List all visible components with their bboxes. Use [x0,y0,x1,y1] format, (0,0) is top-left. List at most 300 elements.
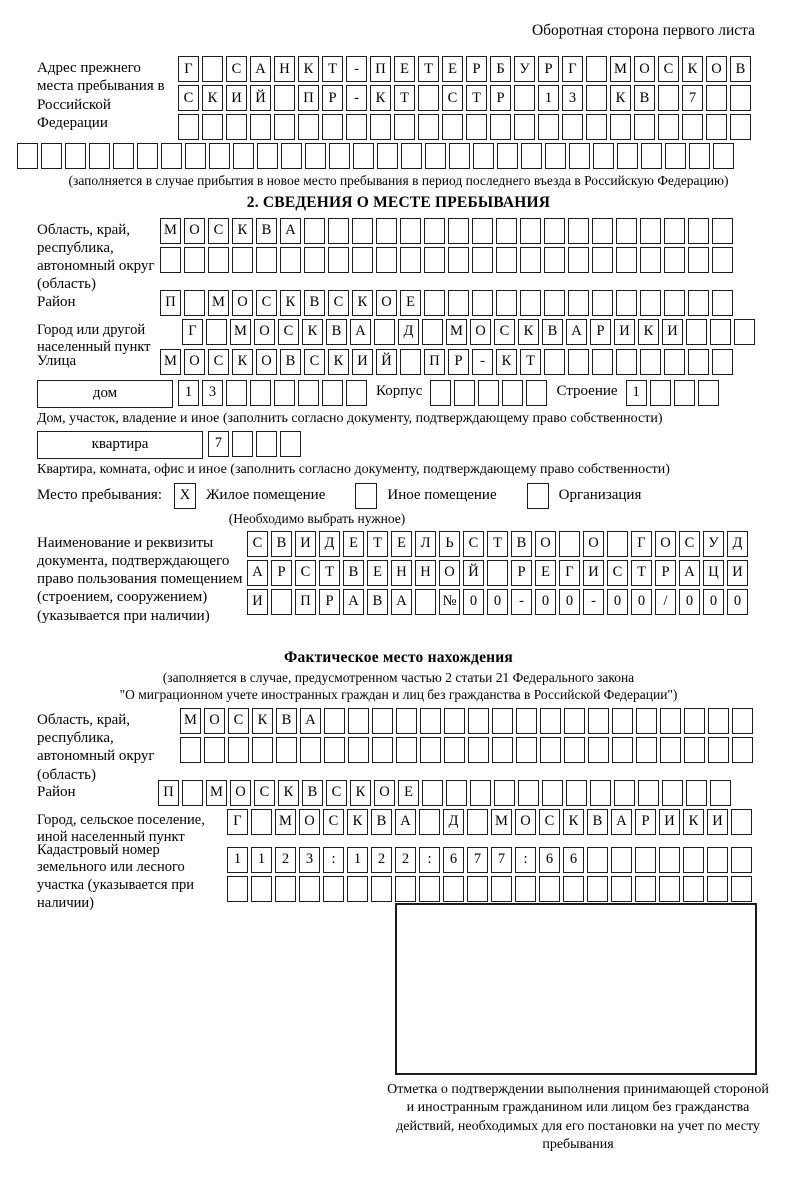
char-cell[interactable] [587,847,608,873]
char-cell[interactable]: И [583,560,604,586]
char-cell[interactable] [372,708,393,734]
char-cell[interactable] [228,737,249,763]
char-cell[interactable] [466,114,487,140]
char-cell[interactable] [592,218,613,244]
char-cell[interactable] [420,708,441,734]
char-cell[interactable]: К [682,56,703,82]
char-cell[interactable] [516,708,537,734]
char-cell[interactable]: А [343,589,364,615]
char-cell[interactable] [731,809,752,835]
char-cell[interactable] [372,737,393,763]
char-cell[interactable] [732,737,753,763]
char-cell[interactable]: Р [655,560,676,586]
char-cell[interactable]: К [350,780,371,806]
char-cell[interactable] [377,143,398,169]
char-cell[interactable] [448,290,469,316]
char-cell[interactable] [712,247,733,273]
char-cell[interactable] [65,143,86,169]
char-cell[interactable] [635,876,656,902]
char-cell[interactable] [430,380,451,406]
char-cell[interactable] [256,247,277,273]
char-cell[interactable]: Р [319,589,340,615]
char-cell[interactable] [208,247,229,273]
char-cell[interactable] [592,247,613,273]
char-cell[interactable] [674,380,695,406]
char-cell[interactable] [641,143,662,169]
char-cell[interactable] [526,380,547,406]
char-cell[interactable] [468,737,489,763]
char-cell[interactable]: О [374,780,395,806]
char-cell[interactable] [588,708,609,734]
char-cell[interactable]: А [679,560,700,586]
char-cell[interactable] [185,143,206,169]
char-cell[interactable] [376,218,397,244]
char-cell[interactable]: У [514,56,535,82]
char-cell[interactable]: Р [511,560,532,586]
char-cell[interactable]: Г [178,56,199,82]
char-cell[interactable]: Е [394,56,415,82]
char-cell[interactable]: И [707,809,728,835]
char-cell[interactable] [638,780,659,806]
char-cell[interactable]: В [256,218,277,244]
char-cell[interactable] [274,380,295,406]
char-cell[interactable] [636,708,657,734]
char-cell[interactable] [422,319,443,345]
char-cell[interactable]: С [295,560,316,586]
char-cell[interactable] [232,247,253,273]
char-cell[interactable] [276,737,297,763]
char-cell[interactable] [422,780,443,806]
char-cell[interactable] [612,737,633,763]
char-cell[interactable] [617,143,638,169]
char-cell[interactable]: Р [538,56,559,82]
char-cell[interactable] [419,876,440,902]
char-cell[interactable]: О [254,319,275,345]
char-cell[interactable] [478,380,499,406]
char-cell[interactable] [636,737,657,763]
char-cell[interactable] [443,876,464,902]
char-cell[interactable] [568,349,589,375]
char-cell[interactable] [542,780,563,806]
char-cell[interactable] [446,780,467,806]
char-cell[interactable]: 1 [538,85,559,111]
char-cell[interactable] [449,143,470,169]
char-cell[interactable]: С [208,218,229,244]
char-cell[interactable]: А [250,56,271,82]
char-cell[interactable]: К [496,349,517,375]
char-cell[interactable] [545,143,566,169]
char-cell[interactable] [712,290,733,316]
char-cell[interactable]: В [302,780,323,806]
char-cell[interactable]: Е [400,290,421,316]
char-cell[interactable]: Г [182,319,203,345]
char-cell[interactable]: О [470,319,491,345]
char-cell[interactable]: 7 [491,847,512,873]
char-cell[interactable] [660,737,681,763]
char-cell[interactable]: 2 [395,847,416,873]
char-cell[interactable]: 3 [562,85,583,111]
char-cell[interactable] [424,290,445,316]
char-cell[interactable]: 6 [563,847,584,873]
char-cell[interactable] [688,349,709,375]
char-cell[interactable]: Д [727,531,748,557]
char-cell[interactable] [689,143,710,169]
char-cell[interactable]: 1 [178,380,199,406]
char-cell[interactable]: М [160,349,181,375]
char-cell[interactable] [400,218,421,244]
char-cell[interactable] [396,708,417,734]
char-cell[interactable]: Т [520,349,541,375]
char-cell[interactable] [698,380,719,406]
char-cell[interactable]: М [610,56,631,82]
char-cell[interactable] [502,380,523,406]
char-cell[interactable]: А [395,809,416,835]
char-cell[interactable] [472,247,493,273]
char-cell[interactable]: В [271,531,292,557]
char-cell[interactable]: - [583,589,604,615]
char-cell[interactable]: О [634,56,655,82]
char-cell[interactable]: Т [394,85,415,111]
char-cell[interactable] [564,737,585,763]
char-cell[interactable]: 0 [487,589,508,615]
char-cell[interactable] [664,290,685,316]
char-cell[interactable] [226,380,247,406]
char-cell[interactable] [400,349,421,375]
char-cell[interactable] [688,290,709,316]
char-cell[interactable] [664,218,685,244]
char-cell[interactable] [322,114,343,140]
char-cell[interactable] [516,737,537,763]
char-cell[interactable]: 3 [202,380,223,406]
char-cell[interactable]: О [204,708,225,734]
char-cell[interactable]: Р [635,809,656,835]
char-cell[interactable]: 1 [626,380,647,406]
char-cell[interactable] [376,247,397,273]
char-cell[interactable]: Й [250,85,271,111]
char-cell[interactable]: С [256,290,277,316]
char-cell[interactable]: - [346,85,367,111]
char-cell[interactable]: 7 [682,85,703,111]
char-cell[interactable]: В [304,290,325,316]
char-cell[interactable]: Р [490,85,511,111]
char-cell[interactable] [251,809,272,835]
char-cell[interactable] [89,143,110,169]
char-cell[interactable] [731,876,752,902]
char-cell[interactable]: Р [466,56,487,82]
char-cell[interactable]: Т [319,560,340,586]
char-cell[interactable] [514,114,535,140]
char-cell[interactable] [708,708,729,734]
char-cell[interactable] [710,780,731,806]
char-cell[interactable]: К [683,809,704,835]
char-cell[interactable] [250,114,271,140]
char-cell[interactable] [640,247,661,273]
char-cell[interactable]: / [655,589,676,615]
char-cell[interactable] [352,247,373,273]
char-cell[interactable]: О [535,531,556,557]
char-cell[interactable] [323,876,344,902]
char-cell[interactable] [707,847,728,873]
char-cell[interactable]: О [230,780,251,806]
char-cell[interactable] [563,876,584,902]
char-cell[interactable] [490,114,511,140]
char-cell[interactable] [708,737,729,763]
char-cell[interactable]: С [607,560,628,586]
char-cell[interactable]: М [491,809,512,835]
char-cell[interactable]: К [280,290,301,316]
char-cell[interactable] [514,85,535,111]
char-cell[interactable] [538,114,559,140]
char-cell[interactable] [300,737,321,763]
char-cell[interactable]: И [352,349,373,375]
char-cell[interactable]: С [304,349,325,375]
char-cell[interactable]: Р [271,560,292,586]
char-cell[interactable] [424,247,445,273]
char-cell[interactable] [304,218,325,244]
char-cell[interactable]: К [298,56,319,82]
char-cell[interactable] [274,85,295,111]
char-cell[interactable]: 6 [443,847,464,873]
char-cell[interactable]: Р [322,85,343,111]
char-cell[interactable]: К [232,349,253,375]
char-cell[interactable] [688,247,709,273]
char-cell[interactable]: М [275,809,296,835]
char-cell[interactable]: С [494,319,515,345]
char-cell[interactable] [202,56,223,82]
char-cell[interactable] [515,876,536,902]
char-cell[interactable]: С [254,780,275,806]
char-cell[interactable]: С [226,56,247,82]
char-cell[interactable]: О [184,349,205,375]
char-cell[interactable]: У [703,531,724,557]
char-cell[interactable]: Е [442,56,463,82]
char-cell[interactable] [298,114,319,140]
char-cell[interactable]: Г [227,809,248,835]
char-cell[interactable]: Й [463,560,484,586]
char-cell[interactable] [520,247,541,273]
char-cell[interactable]: О [439,560,460,586]
char-cell[interactable]: 7 [208,431,229,457]
char-cell[interactable] [182,780,203,806]
char-cell[interactable] [496,218,517,244]
char-cell[interactable] [664,349,685,375]
char-cell[interactable]: Т [367,531,388,557]
char-cell[interactable]: С [328,290,349,316]
char-cell[interactable] [401,143,422,169]
char-cell[interactable]: Е [535,560,556,586]
char-cell[interactable] [562,114,583,140]
char-cell[interactable] [634,114,655,140]
char-cell[interactable] [322,380,343,406]
char-cell[interactable] [425,143,446,169]
char-cell[interactable]: И [614,319,635,345]
char-cell[interactable] [250,380,271,406]
char-cell[interactable] [304,247,325,273]
char-cell[interactable]: Р [448,349,469,375]
char-cell[interactable] [400,247,421,273]
char-cell[interactable]: 1 [251,847,272,873]
char-cell[interactable]: - [472,349,493,375]
char-cell[interactable]: Т [322,56,343,82]
char-cell[interactable] [568,218,589,244]
char-cell[interactable] [424,218,445,244]
char-cell[interactable]: А [350,319,371,345]
char-cell[interactable]: Д [443,809,464,835]
char-cell[interactable]: А [611,809,632,835]
char-cell[interactable]: С [278,319,299,345]
char-cell[interactable] [521,143,542,169]
char-cell[interactable]: А [247,560,268,586]
char-cell[interactable] [275,876,296,902]
char-cell[interactable] [468,708,489,734]
char-cell[interactable]: М [446,319,467,345]
char-cell[interactable]: Е [391,531,412,557]
char-cell[interactable] [684,708,705,734]
char-cell[interactable]: Л [415,531,436,557]
char-cell[interactable] [544,247,565,273]
char-cell[interactable]: В [371,809,392,835]
char-cell[interactable] [396,737,417,763]
char-cell[interactable]: В [542,319,563,345]
char-cell[interactable] [616,218,637,244]
char-cell[interactable]: Е [343,531,364,557]
char-cell[interactable] [394,114,415,140]
char-cell[interactable]: В [634,85,655,111]
char-cell[interactable]: С [323,809,344,835]
char-cell[interactable] [420,737,441,763]
char-cell[interactable]: П [370,56,391,82]
char-cell[interactable] [491,876,512,902]
char-cell[interactable]: С [658,56,679,82]
char-cell[interactable] [520,290,541,316]
char-cell[interactable] [710,319,731,345]
char-cell[interactable]: Р [590,319,611,345]
char-cell[interactable]: К [278,780,299,806]
char-cell[interactable]: К [347,809,368,835]
char-cell[interactable]: В [343,560,364,586]
char-cell[interactable] [569,143,590,169]
char-cell[interactable]: С [463,531,484,557]
char-cell[interactable]: К [370,85,391,111]
char-cell[interactable] [707,876,728,902]
char-cell[interactable] [281,143,302,169]
char-cell[interactable] [732,708,753,734]
char-cell[interactable] [418,114,439,140]
char-cell[interactable] [184,290,205,316]
char-cell[interactable]: А [300,708,321,734]
char-cell[interactable]: О [706,56,727,82]
char-cell[interactable] [518,780,539,806]
char-cell[interactable] [226,114,247,140]
char-cell[interactable] [520,218,541,244]
char-cell[interactable]: К [352,290,373,316]
char-cell[interactable]: : [515,847,536,873]
char-cell[interactable] [256,431,277,457]
char-cell[interactable] [664,247,685,273]
char-cell[interactable] [415,589,436,615]
char-cell[interactable] [590,780,611,806]
char-cell[interactable]: 0 [535,589,556,615]
char-cell[interactable] [610,114,631,140]
char-cell[interactable]: Д [398,319,419,345]
char-cell[interactable] [686,319,707,345]
char-cell[interactable] [683,876,704,902]
char-cell[interactable] [659,847,680,873]
char-cell[interactable]: С [208,349,229,375]
char-cell[interactable] [448,247,469,273]
char-cell[interactable] [251,876,272,902]
char-cell[interactable] [492,708,513,734]
char-cell[interactable] [371,876,392,902]
char-cell[interactable] [564,708,585,734]
char-cell[interactable]: Т [487,531,508,557]
char-cell[interactable] [662,780,683,806]
char-cell[interactable]: О [232,290,253,316]
char-cell[interactable]: А [566,319,587,345]
char-cell[interactable]: 0 [679,589,700,615]
checkbox-zhiloe[interactable]: X [174,483,196,509]
char-cell[interactable]: В [367,589,388,615]
char-cell[interactable]: Т [631,560,652,586]
char-cell[interactable] [566,780,587,806]
char-cell[interactable]: К [563,809,584,835]
char-cell[interactable] [592,290,613,316]
char-cell[interactable]: 0 [463,589,484,615]
char-cell[interactable] [137,143,158,169]
char-cell[interactable]: С [539,809,560,835]
char-cell[interactable] [271,589,292,615]
char-cell[interactable]: К [328,349,349,375]
char-cell[interactable]: 2 [275,847,296,873]
char-cell[interactable] [686,780,707,806]
char-cell[interactable]: О [583,531,604,557]
char-cell[interactable]: К [610,85,631,111]
char-cell[interactable]: П [158,780,179,806]
char-cell[interactable] [640,218,661,244]
char-cell[interactable] [467,876,488,902]
char-cell[interactable]: К [252,708,273,734]
char-cell[interactable] [252,737,273,763]
char-cell[interactable]: И [727,560,748,586]
char-cell[interactable] [233,143,254,169]
char-cell[interactable] [324,737,345,763]
char-cell[interactable] [467,809,488,835]
char-cell[interactable]: Б [490,56,511,82]
char-cell[interactable] [487,560,508,586]
char-cell[interactable]: Ц [703,560,724,586]
char-cell[interactable] [257,143,278,169]
char-cell[interactable] [348,708,369,734]
char-cell[interactable] [612,708,633,734]
char-cell[interactable] [472,218,493,244]
char-cell[interactable]: Г [559,560,580,586]
char-cell[interactable] [329,143,350,169]
char-cell[interactable]: М [160,218,181,244]
char-cell[interactable] [346,380,367,406]
char-cell[interactable]: М [206,780,227,806]
char-cell[interactable] [299,876,320,902]
char-cell[interactable] [180,737,201,763]
char-cell[interactable] [324,708,345,734]
char-cell[interactable] [496,290,517,316]
char-cell[interactable] [274,114,295,140]
char-cell[interactable]: О [376,290,397,316]
char-cell[interactable]: И [659,809,680,835]
char-cell[interactable]: К [202,85,223,111]
char-cell[interactable] [684,737,705,763]
char-cell[interactable]: С [247,531,268,557]
char-cell[interactable] [473,143,494,169]
